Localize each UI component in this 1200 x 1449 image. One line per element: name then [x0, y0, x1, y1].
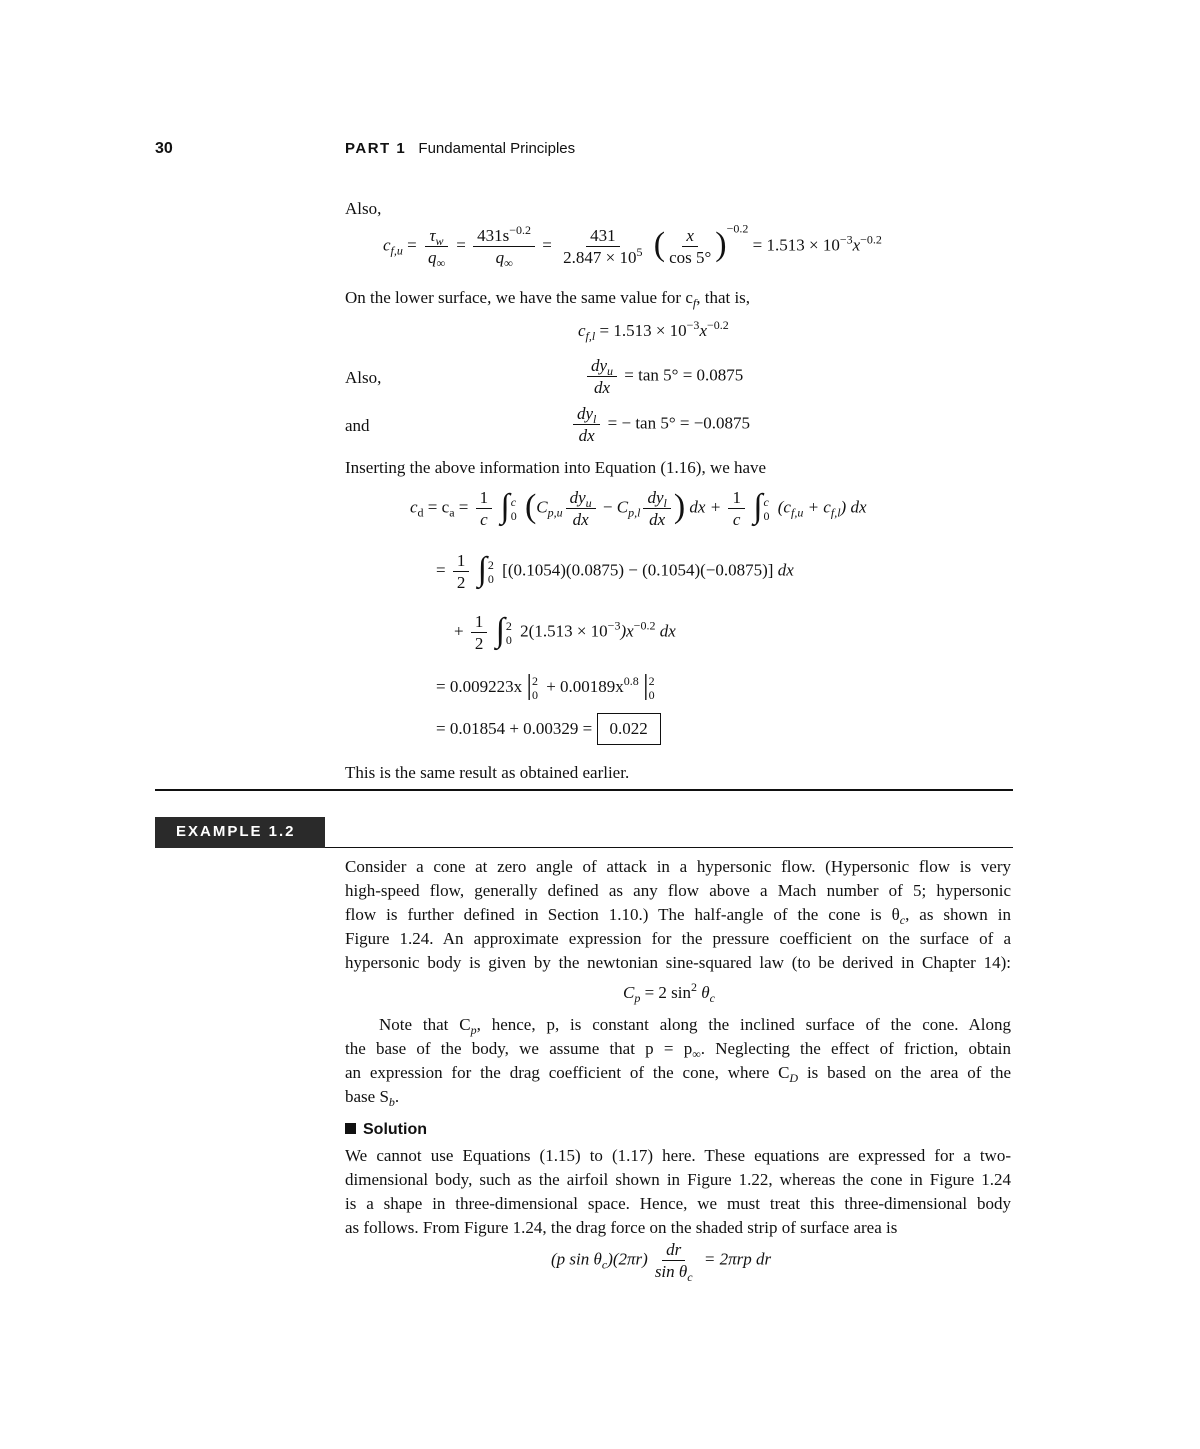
eq-subscript: f,u: [790, 505, 804, 520]
part-label: PART 1: [345, 140, 407, 157]
eq-term: dy: [591, 356, 608, 375]
eq-term: q: [495, 248, 505, 267]
eq-superscript: −0.2: [860, 232, 882, 247]
fraction: [587, 356, 617, 397]
equation-strip-drag: [551, 1240, 772, 1284]
eq-symbol: c: [578, 321, 586, 340]
equation-dyu: [584, 356, 743, 397]
eq-superscript: 0.8: [623, 673, 639, 688]
eq-superscript: −0.2: [633, 618, 656, 633]
text-run: the base of the body, we assume that p = p: [345, 1039, 693, 1058]
text-line: hypersonic body is given by the newtonian sine-squared law (to be derived in Chapter 14):: [345, 953, 1011, 972]
eq-subscript: w: [435, 234, 444, 248]
eq-subscript: ∞: [692, 1047, 701, 1061]
eq-term: dx: [777, 560, 794, 580]
text-same-result: This is the same result as obtained earlier.: [345, 763, 630, 782]
eq-term: 431s: [477, 226, 510, 245]
eq-term: dx: [572, 510, 589, 529]
eq-term: dr: [662, 1240, 685, 1261]
page-number: 30: [155, 140, 173, 157]
square-bullet-icon: [345, 1123, 356, 1134]
eq-term: 1.513 × 10: [613, 321, 687, 340]
eq-term: cos 5°: [669, 248, 712, 267]
eq-subscript: ∞: [504, 256, 513, 270]
eq-term: = tan 5° = 0.0875: [624, 365, 744, 385]
eq-subscript: f,l: [830, 505, 841, 520]
equation-line-5: [436, 713, 661, 745]
eq-superscript: −0.2: [726, 221, 749, 236]
text-run: flow is further defined in Section 1.10.) The half-angle of the cone is θ: [345, 905, 900, 924]
eq-term: ) dx: [840, 497, 867, 517]
eq-term: 2: [456, 573, 466, 592]
text-line: is a shape in three-dimensional space. Hence, we must treat this three-dimensional body: [345, 1194, 1011, 1213]
eq-term: dx: [659, 621, 676, 641]
example-label: EXAMPLE 1.2: [176, 823, 296, 840]
integral-limits: [488, 558, 494, 586]
section-divider: [155, 789, 1013, 791]
eq-term: dy: [647, 488, 664, 507]
text-run: , as shown in: [905, 905, 1011, 924]
text-line: [345, 1061, 1011, 1085]
limit-lower: 0: [510, 508, 517, 523]
eq-term: )(2πr): [607, 1249, 648, 1269]
text-line: Consider a cone at zero angle of attack in a hypersonic flow. (Hypersonic flow is very: [345, 857, 1011, 876]
equation-line-3: [454, 612, 676, 653]
eq-subscript: c: [601, 1257, 608, 1272]
eq-term: [(0.1054)(0.0875) − (0.1054)(−0.0875)]: [502, 560, 774, 580]
fraction: [473, 223, 535, 270]
integral-limits: [764, 495, 770, 523]
integral-sign: ∫: [500, 487, 510, 525]
eq-term: = 2 sin: [644, 983, 692, 1002]
solution-heading-text: Solution: [363, 1121, 427, 1138]
limit-upper: 2: [531, 674, 538, 688]
limit-lower: 0: [531, 688, 538, 702]
eq-subscript: u: [607, 364, 614, 378]
limit-lower: 0: [648, 688, 655, 702]
eq-term: C: [536, 497, 548, 517]
text-line: as follows. From Figure 1.24, the drag force on the shaded strip of surface area is: [345, 1218, 898, 1237]
eq-term: x: [682, 226, 698, 247]
example-paragraph-1: [345, 855, 1011, 975]
eq-subscript: D: [789, 1071, 799, 1085]
eq-term: x: [852, 235, 861, 255]
text-lower-surface: [345, 286, 750, 310]
text-line: [345, 1085, 1011, 1109]
boxed-result: 0.022: [597, 713, 661, 745]
solution-heading: [345, 1121, 427, 1139]
text-and: and: [345, 416, 370, 435]
eq-superscript: −3: [607, 618, 621, 633]
eq-subscript: c: [687, 1270, 693, 1284]
eq-superscript: −3: [839, 232, 853, 247]
limit-upper: 2: [505, 618, 512, 633]
eq-subscript: c: [899, 913, 906, 927]
integral-limits: [506, 619, 512, 647]
eq-subscript: p: [634, 991, 641, 1005]
eq-term: 2: [474, 634, 484, 653]
eq-subscript: f: [692, 296, 697, 310]
eq-term: sin θ: [654, 1262, 688, 1281]
eq-subscript: l: [663, 496, 667, 510]
eq-subscript: ∞: [436, 256, 446, 270]
evaluation-limits: [532, 674, 538, 702]
eq-term: = 0.009223x: [436, 676, 523, 696]
limit-lower: 0: [763, 508, 770, 523]
text-line: Figure 1.24. An approximate expression for the pressure coefficient on the surface of a: [345, 929, 1011, 948]
fraction: [471, 612, 488, 653]
eq-term: dx +: [689, 497, 722, 517]
left-paren: (: [653, 225, 666, 263]
eq-term: c: [480, 510, 488, 529]
limit-lower: 0: [505, 632, 512, 647]
eq-term: 1.513 × 10: [766, 235, 840, 255]
eq-term: dy: [577, 404, 594, 423]
evaluation-limits: [649, 674, 655, 702]
fraction: [573, 404, 600, 445]
eq-term: x: [699, 321, 707, 340]
eq-subscript: f,u: [390, 243, 403, 258]
eq-term: 1: [471, 612, 488, 633]
eq-term: c: [732, 510, 741, 529]
eq-subscript: d: [417, 505, 424, 520]
part-title: Fundamental Principles: [418, 140, 576, 157]
limit-lower: 0: [487, 571, 494, 586]
eq-superscript: 2: [691, 980, 698, 994]
limit-upper: c: [763, 494, 769, 509]
text-also-1: Also,: [345, 199, 382, 218]
integral-sign: ∫: [753, 487, 763, 525]
eq-subscript: u: [585, 496, 592, 510]
eq-term: q: [427, 248, 437, 267]
example-paragraph-2: [345, 1013, 1011, 1109]
eq-term: (p sin θ: [551, 1249, 602, 1269]
limit-upper: c: [510, 494, 517, 509]
eq-subscript: a: [449, 505, 455, 520]
text-line: dimensional body, such as the airfoil shown in Figure 1.22, whereas the cone in Figure 1.24: [345, 1170, 1011, 1189]
text-run: base S: [345, 1087, 389, 1106]
integral-sign: ∫: [495, 611, 505, 649]
eq-superscript: 5: [636, 245, 643, 259]
eq-subscript: p: [470, 1023, 477, 1037]
text-run: On the lower surface, we have the same value for c: [345, 288, 693, 307]
text-line: [345, 1037, 1011, 1061]
fraction: [453, 551, 470, 592]
eq-term: +: [454, 621, 464, 641]
eq-term: τ: [429, 226, 436, 245]
eq-superscript: −0.2: [706, 318, 729, 332]
fraction: [665, 226, 715, 267]
eq-term: dx: [594, 378, 611, 397]
eq-subscript: p,u: [547, 505, 563, 520]
eq-term: + c: [807, 497, 831, 517]
eq-term: = 2πrp dr: [703, 1249, 772, 1269]
eq-superscript: −3: [686, 318, 700, 332]
solution-paragraph: [345, 1144, 1011, 1240]
fraction: [643, 488, 670, 529]
equation-line-2: = $\frac{1}{2}$ ∫ 2 0 [(0.1054)(0.0875) − (0.1054)(−0.0875)] dx: [436, 550, 794, 592]
eq-subscript: b: [388, 1095, 395, 1109]
eq-symbol: c: [383, 235, 391, 255]
equation-line-4: [436, 672, 659, 704]
equation-cd: $c_d = c_a$ = $\frac{1}{c}$ ∫ c 0 ($C_{p,u}$ $\frac{dy_u}{dx}$ − $C_{p,l}$ $\frac{dy_l}{dx}$ ) dx + $\frac{1}{c}$ ∫ c 0 $(c_{f,u} + c_{f,l})$ dx: [410, 487, 867, 529]
eq-superscript: −0.2: [509, 223, 532, 237]
eq-symbol: c: [410, 497, 418, 517]
eq-term: 431: [586, 226, 620, 247]
eq-term: 1: [453, 551, 470, 572]
fraction: [559, 226, 646, 267]
text-run: . Neglecting the effect of friction, obtain: [700, 1039, 1011, 1058]
eq-term: dy: [569, 488, 586, 507]
text-run: Note that C: [379, 1015, 471, 1034]
fraction: [476, 488, 493, 529]
eq-term: dx: [649, 510, 666, 529]
eq-term: )x: [620, 621, 634, 641]
eq-term: dx: [578, 426, 595, 445]
text-run: , hence, p, is constant along the inclined surface of the cone. Along: [476, 1015, 1011, 1034]
text-line: high-speed flow, generally defined as any flow above a Mach number of 5; hypersonic: [345, 881, 1011, 900]
evaluation-bar: |: [643, 670, 649, 701]
right-paren: ): [715, 225, 727, 263]
integral-limits: [511, 495, 517, 523]
text-run: .: [394, 1087, 400, 1106]
right-paren: ): [673, 487, 686, 525]
eq-term: (c: [777, 497, 791, 517]
eq-term: = c: [427, 497, 450, 517]
equation-cfu: $c_{f,u}$ = $\frac{\tau_w}{q_\infty}$ = $\frac{431s^{-0.2}}{q_\infty}$ = $\frac{431}{2.847 \times 10^5}$ ( $\frac{x}{\cos 5^\circ}$ )$^{-0.2} = 1.513 \times 10^{-3}x^{-0.2}$: [383, 221, 882, 270]
text-also-2: Also,: [345, 368, 382, 387]
integral-sign: ∫: [477, 550, 487, 588]
fraction: [651, 1240, 697, 1284]
text-run: an expression for the drag coefficient of the cone, where C: [345, 1063, 790, 1082]
eq-term: 2.847 × 10: [563, 248, 637, 267]
text-run: , that is,: [696, 288, 751, 307]
eq-subscript: c: [709, 991, 715, 1005]
eq-subscript: p,l: [628, 505, 641, 520]
equation-cp: [623, 980, 715, 1005]
text-line: [345, 1013, 1011, 1037]
eq-subscript: l: [593, 412, 597, 426]
eq-term: = − tan 5° = −0.0875: [607, 413, 751, 433]
eq-term: −: [602, 497, 613, 517]
eq-term: = 0.01854 + 0.00329 =: [436, 719, 593, 738]
left-paren: (: [524, 487, 537, 525]
running-header: [345, 140, 575, 157]
eq-term: 1: [476, 488, 493, 509]
eq-symbol: C: [623, 983, 635, 1002]
example-rule: [325, 847, 1013, 848]
eq-term: θ: [701, 983, 710, 1002]
fraction: [728, 488, 745, 529]
fraction: [566, 488, 596, 529]
limit-upper: 2: [648, 674, 655, 688]
text-line: [345, 903, 1011, 927]
eq-subscript: f,l: [585, 329, 596, 343]
eq-term: C: [616, 497, 629, 517]
eq-term: 1: [728, 488, 745, 509]
text-run: is based on the area of the: [806, 1063, 1011, 1082]
evaluation-bar: |: [526, 670, 532, 701]
fraction: [424, 226, 449, 270]
eq-term: 2(1.513 × 10: [520, 621, 608, 641]
text-line: We cannot use Equations (1.15) to (1.17) here. These equations are expressed for a two-: [345, 1146, 1011, 1165]
equation-cfl: $c_{f,l} = 1.513 \times 10^{-3}x^{-0.2}$: [578, 318, 729, 343]
text-inserting: Inserting the above information into Equation (1.16), we have: [345, 458, 767, 477]
equation-dyl: [570, 404, 750, 445]
eq-term: + 0.00189x: [546, 676, 624, 696]
limit-upper: 2: [487, 557, 494, 572]
